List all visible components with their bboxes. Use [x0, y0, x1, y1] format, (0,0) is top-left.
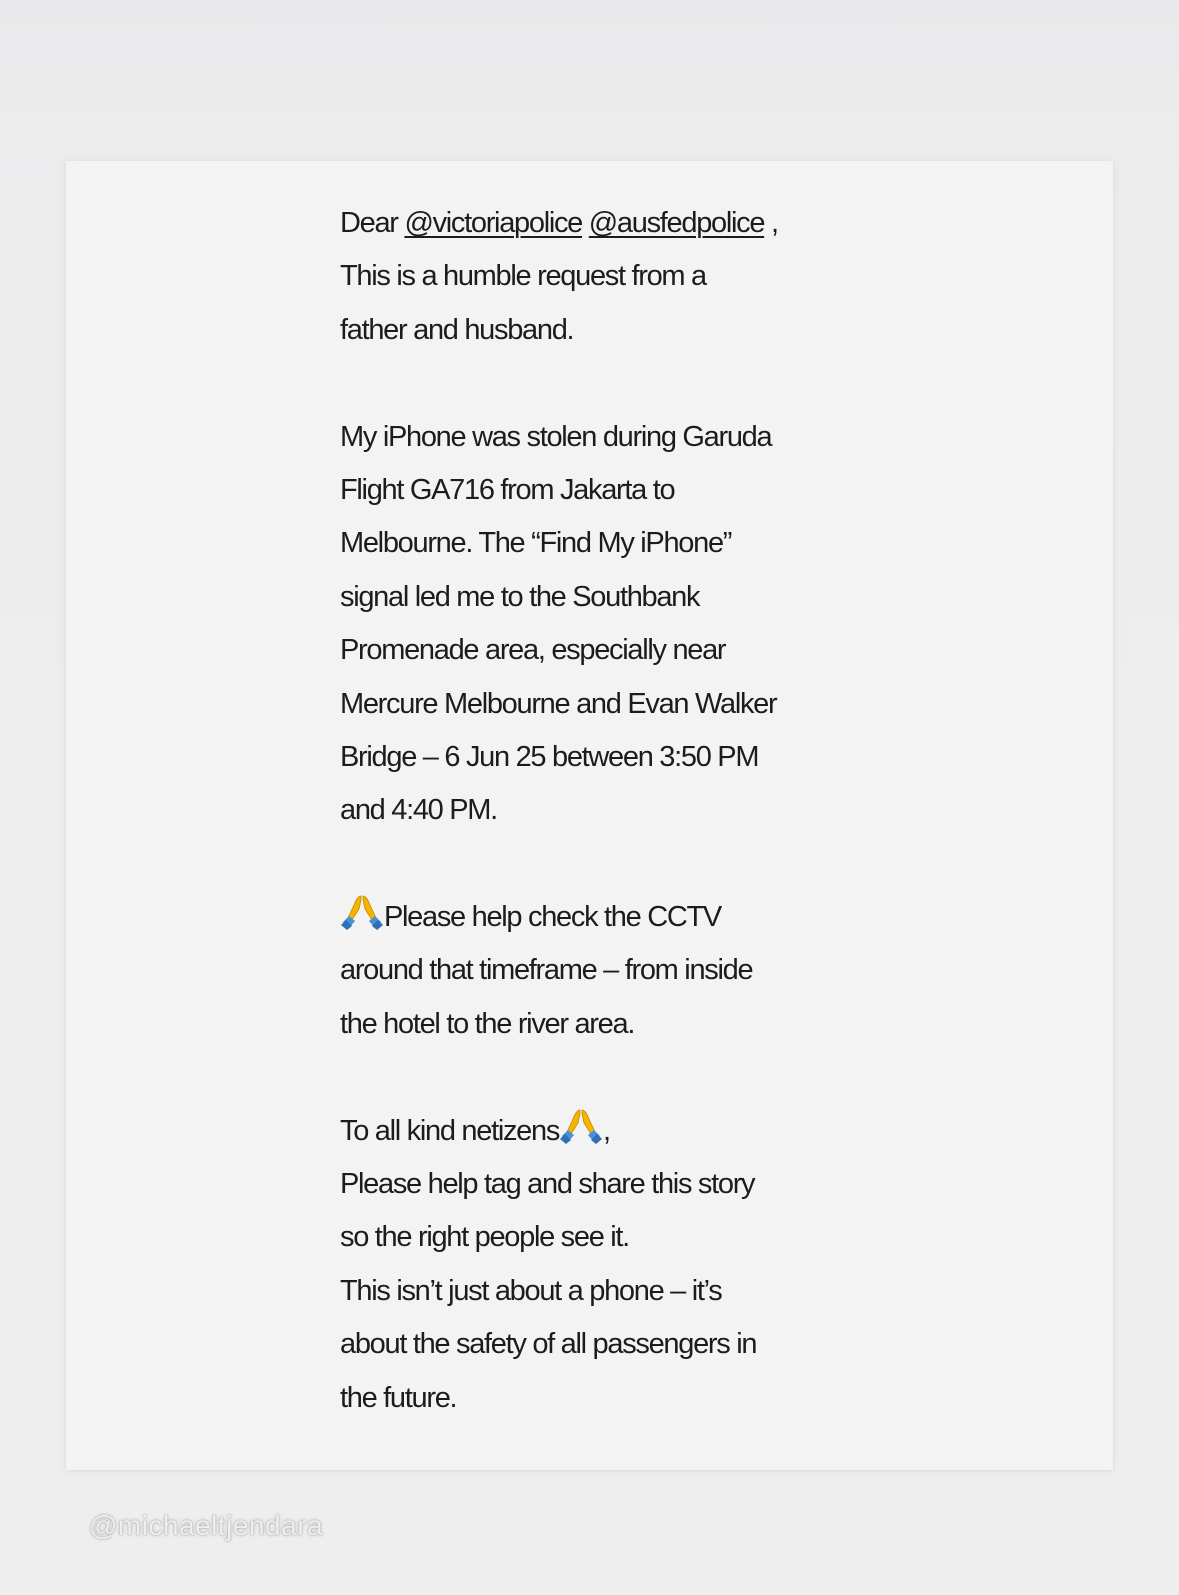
paragraph-gap	[340, 357, 900, 410]
paragraph-2-line: Flight GA716 from Jakarta to	[340, 473, 675, 506]
story-text	[340, 197, 900, 1425]
greeting-prefix: Dear	[340, 207, 398, 239]
paragraph-3-line: around that timeframe – from inside	[340, 954, 753, 987]
paragraph-1-line: This is a humble request from a	[340, 260, 706, 293]
paragraph-3-text: Please help check the CCTV	[384, 901, 721, 934]
paragraph-3-line	[340, 891, 900, 944]
paragraph-4-text: To all kind netizens	[340, 1114, 560, 1147]
paragraph-4-line: This isn’t just about a phone – it’s	[340, 1274, 722, 1307]
username-watermark: @michaeltjendara	[89, 1510, 324, 1541]
greeting-suffix: ,	[770, 207, 778, 239]
paragraph-2-line: Melbourne. The “Find My iPhone”	[340, 527, 732, 560]
paragraph-2-line: My iPhone was stolen during Garuda	[340, 420, 772, 453]
folded-hands-icon	[559, 1108, 603, 1144]
mention-ausfedpolice[interactable]: @ausfedpolice	[588, 207, 765, 239]
paragraph-2-line: Mercure Melbourne and Evan Walker	[340, 687, 777, 720]
paragraph-4-comma: ,	[603, 1114, 610, 1147]
paragraph-3-line: the hotel to the river area.	[340, 1007, 635, 1040]
paragraph-4-line	[340, 1105, 900, 1158]
folded-hands-icon	[340, 894, 384, 930]
mention-victoriapolice[interactable]: @victoriapolice	[404, 207, 583, 239]
paragraph-4-line: about the safety of all passengers in	[340, 1328, 757, 1361]
paragraph-4-line: Please help tag and share this story	[340, 1168, 755, 1201]
paragraph-2-line: and 4:40 PM.	[340, 794, 497, 827]
paragraph-2-line: Promenade area, especially near	[340, 634, 726, 667]
paragraph-4-line: so the right people see it.	[340, 1221, 629, 1254]
greeting-line	[340, 197, 900, 250]
paragraph-2-line: signal led me to the Southbank	[340, 580, 700, 613]
paragraph-1-line: father and husband.	[340, 313, 574, 346]
paragraph-2-line: Bridge – 6 Jun 25 between 3:50 PM	[340, 740, 759, 773]
paragraph-4-line: the future.	[340, 1381, 457, 1414]
paragraph-gap	[340, 838, 900, 891]
paragraph-gap	[340, 1051, 900, 1104]
